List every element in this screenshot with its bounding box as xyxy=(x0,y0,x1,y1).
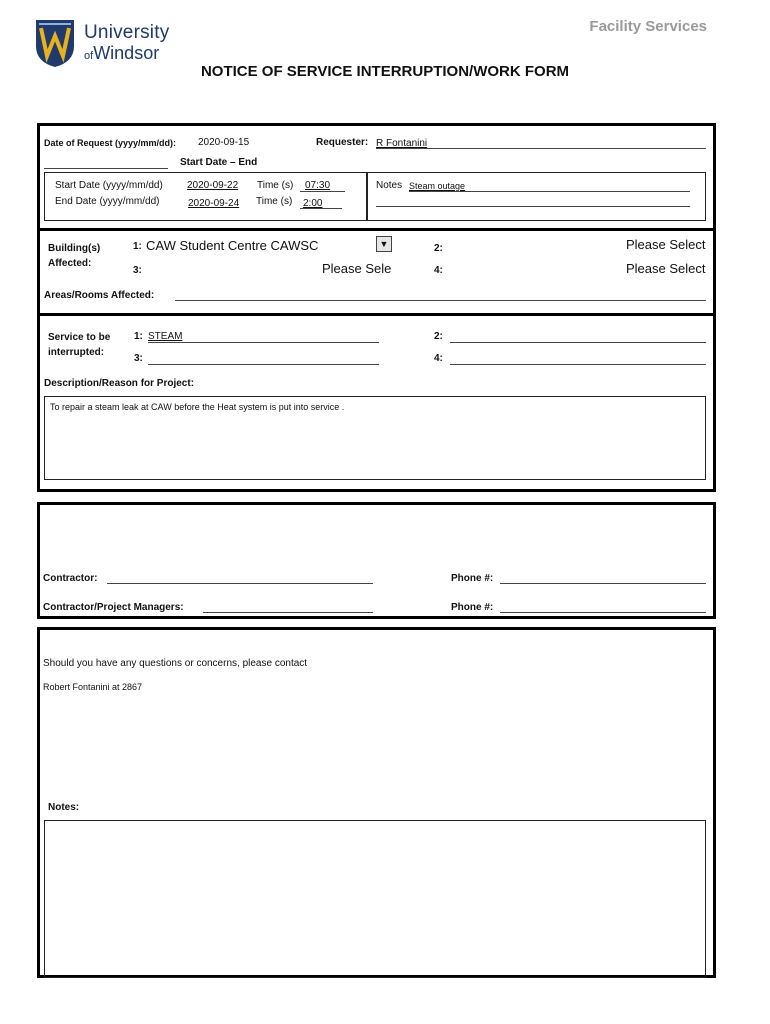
start-date-field[interactable]: 2020-09-22 xyxy=(187,180,239,191)
building-2-number: 2: xyxy=(434,243,443,254)
service-label: Service to be xyxy=(48,332,111,343)
pm-phone-field[interactable] xyxy=(500,612,706,613)
start-time-field[interactable]: 07:30 xyxy=(305,180,331,191)
service-4-number: 4: xyxy=(434,353,443,364)
end-time-underline xyxy=(300,208,342,209)
service-2-field[interactable] xyxy=(450,342,706,343)
start-end-heading: Start Date – End xyxy=(180,157,258,168)
service-1-field[interactable]: STEAM xyxy=(148,331,183,342)
notes-field[interactable]: Steam outage xyxy=(409,181,466,191)
description-label: Description/Reason for Project: xyxy=(44,378,195,389)
service-1-number: 1: xyxy=(134,331,143,342)
start-time-label: Time (s) xyxy=(257,180,294,191)
contractor-phone-label: Phone #: xyxy=(451,573,494,584)
pm-phone-label: Phone #: xyxy=(451,602,494,613)
department-name: Facility Services xyxy=(589,18,707,35)
areas-rooms-label: Areas/Rooms Affected: xyxy=(44,290,155,301)
requester-field[interactable]: R Fontanini xyxy=(376,138,428,149)
logo-windsor-text: ofWindsor xyxy=(84,43,160,63)
buildings-label: Building(s) xyxy=(48,243,101,254)
section-divider xyxy=(37,313,716,316)
service-3-number: 3: xyxy=(134,353,143,364)
logo-university-text: University xyxy=(84,22,170,43)
notes-heading: Notes: xyxy=(48,802,80,813)
contractor-phone-field[interactable] xyxy=(500,583,706,584)
building-3-number: 3: xyxy=(133,265,142,276)
end-date-label: End Date (yyyy/mm/dd) xyxy=(55,196,160,207)
notes-label: Notes xyxy=(376,180,403,191)
building-3-select[interactable]: Please Sele xyxy=(322,261,392,276)
university-logo-shield-icon xyxy=(34,18,76,68)
contact-person-text: Robert Fontanini at 2867 xyxy=(43,682,143,692)
end-date-field[interactable]: 2020-09-24 xyxy=(188,198,240,209)
interrupted-label: interrupted: xyxy=(48,347,105,358)
service-1-underline xyxy=(148,342,379,343)
description-text: To repair a steam leak at CAW before the Heat system is put into service . xyxy=(50,402,345,412)
contractor-label: Contractor: xyxy=(43,573,98,584)
building-1-dropdown-icon[interactable]: ▼ xyxy=(376,236,392,252)
building-2-select[interactable]: Please Select xyxy=(626,237,706,252)
notes-underline-2 xyxy=(376,206,690,207)
contractor-field[interactable] xyxy=(107,583,373,584)
blank-underline xyxy=(44,168,168,169)
building-4-select[interactable]: Please Select xyxy=(626,261,706,276)
contact-text: Should you have any questions or concerns, please contact xyxy=(43,658,308,669)
building-4-number: 4: xyxy=(434,265,443,276)
requester-label: Requester: xyxy=(316,137,369,148)
notes-divider xyxy=(366,172,368,221)
start-time-underline xyxy=(300,191,345,192)
end-time-field[interactable]: 2:00 xyxy=(303,198,323,209)
project-managers-label: Contractor/Project Managers: xyxy=(43,602,184,613)
section-divider xyxy=(37,228,716,231)
service-4-field[interactable] xyxy=(450,364,706,365)
service-2-number: 2: xyxy=(434,331,443,342)
project-managers-field[interactable] xyxy=(203,612,373,613)
form-title: NOTICE OF SERVICE INTERRUPTION/WORK FORM xyxy=(200,63,570,80)
end-time-label: Time (s) xyxy=(256,196,293,207)
service-3-field[interactable] xyxy=(148,364,379,365)
building-1-select[interactable]: CAW Student Centre CAWSC xyxy=(146,238,319,253)
building-1-number: 1: xyxy=(133,241,142,252)
notes-textarea[interactable] xyxy=(44,820,706,978)
areas-rooms-field[interactable] xyxy=(175,300,706,301)
date-of-request-label: Date of Request (yyyy/mm/dd): xyxy=(44,138,177,148)
affected-label: Affected: xyxy=(48,258,92,269)
date-of-request-field[interactable]: 2020-09-15 xyxy=(198,137,250,148)
requester-underline xyxy=(376,148,706,149)
start-date-label: Start Date (yyyy/mm/dd) xyxy=(55,180,163,191)
notes-underline xyxy=(409,191,690,192)
